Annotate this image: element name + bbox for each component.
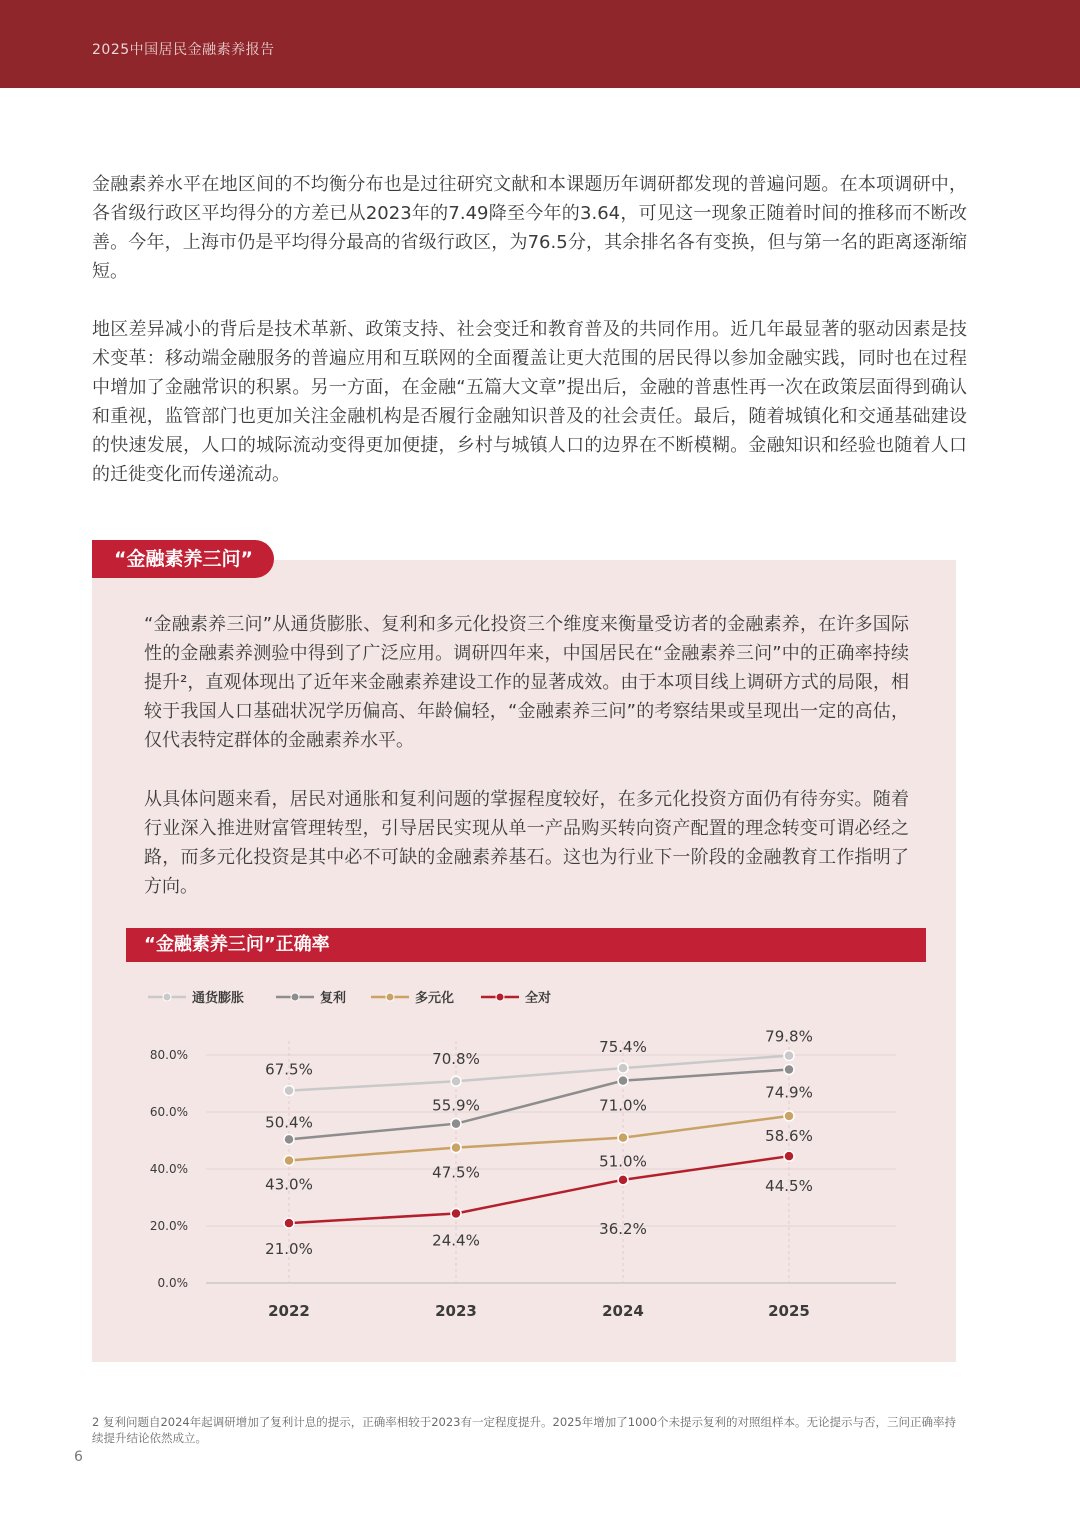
y-tick-label: 20.0% — [149, 1219, 188, 1233]
legend-label: 全对 — [525, 991, 552, 1006]
data-point — [284, 1086, 294, 1096]
data-label: 43.0% — [265, 1175, 313, 1194]
series-line — [289, 1070, 789, 1140]
legend-marker — [163, 993, 171, 1001]
data-label: 47.5% — [432, 1163, 480, 1182]
data-point — [284, 1134, 294, 1144]
x-tick-label: 2023 — [435, 1302, 477, 1320]
data-point — [284, 1218, 294, 1228]
y-tick-label: 60.0% — [149, 1105, 188, 1119]
data-point — [618, 1175, 628, 1185]
data-point — [451, 1076, 461, 1086]
y-tick-label: 80.0% — [149, 1048, 188, 1062]
data-label: 55.9% — [432, 1096, 480, 1115]
data-label: 21.0% — [265, 1240, 313, 1259]
data-point — [618, 1076, 628, 1086]
legend-marker — [386, 993, 394, 1001]
data-label: 24.4% — [432, 1231, 480, 1250]
series-line — [289, 1116, 789, 1160]
box-tag: “金融素养三问” — [92, 540, 274, 578]
page-header — [0, 0, 1080, 88]
series-line — [289, 1056, 789, 1091]
data-label: 44.5% — [765, 1177, 813, 1196]
data-label: 70.8% — [432, 1050, 480, 1069]
data-label: 74.9% — [765, 1083, 813, 1102]
data-label: 71.0% — [599, 1096, 647, 1115]
data-label: 50.4% — [265, 1113, 313, 1132]
data-point — [784, 1151, 794, 1161]
page-number: 6 — [74, 1449, 83, 1465]
legend-label: 复利 — [320, 991, 347, 1006]
legend-marker — [291, 993, 299, 1001]
paragraph-drivers: 地区差异减小的背后是技术革新、政策支持、社会变迁和教育普及的共同作用。近几年最显著的驱动因素是技术变革：移动端金融服务的普遍应用和互联网的全面覆盖让更大范围的居民得以参加金融实践，同时也在过程中增加了金融常识的积累。另一方面，在金融“五篇大文章”提出后，金融的普惠性再一次在政策层面得到确认和重视，监管部门也更加关注金融机构是否履行金融知识普及的社会责任。最后，随着城镇化和交通基础建设的快速发展，人口的城际流动变得更加便捷，乡村与城镇人口的边界在不断模糊。金融知识和经验也随着人口的迁徙变化而传递流动。 — [92, 319, 967, 485]
box-paragraph-analysis: 从具体问题来看，居民对通胀和复利问题的掌握程度较好，在多元化投资方面仍有待夯实。随着行业深入推进财富管理转型，引导居民实现从单一产品购买转向资产配置的理念转变可谓必经之路，而多元化投资是其中必不可缺的金融素养基石。这也为行业下一阶段的金融教育工作指明了方向。 — [144, 789, 909, 897]
legend-label: 通货膨胀 — [192, 991, 245, 1006]
data-label: 51.0% — [599, 1152, 647, 1171]
x-tick-label: 2024 — [602, 1302, 644, 1320]
legend-label: 多元化 — [415, 991, 455, 1006]
report-title: 2025中国居民金融素养报告 — [92, 42, 275, 58]
data-label: 79.8% — [765, 1027, 813, 1046]
data-label: 67.5% — [265, 1060, 313, 1079]
paragraph-regional-distribution: 金融素养水平在地区间的不均衡分布也是过往研究文献和本课题历年调研都发现的普遍问题。在本项调研中，各省级行政区平均得分的方差已从2023年的7.49降至今年的3.64，可见这一现象正随着时间的推移而不断改善。今年，上海市仍是平均得分最高的省级行政区，为76.5分，其余排名各有变换，但与第一名的距离逐渐缩短。 — [92, 174, 967, 282]
y-tick-label: 40.0% — [149, 1162, 188, 1176]
data-point — [451, 1119, 461, 1129]
data-label: 75.4% — [599, 1038, 647, 1057]
footnote: 2 复利问题自2024年起调研增加了复利计息的提示，正确率相较于2023有一定程度提升。2025年增加了1000个未提示复利的对照组样本。无论提示与否，三问正确率持续提升结论依然成立。 — [92, 1415, 957, 1445]
data-point — [451, 1143, 461, 1153]
legend-marker — [496, 993, 504, 1001]
line-chart — [126, 975, 926, 1345]
series-line — [289, 1156, 789, 1223]
data-point — [784, 1111, 794, 1121]
data-point — [784, 1051, 794, 1061]
data-point — [618, 1133, 628, 1143]
data-point — [784, 1065, 794, 1075]
x-tick-label: 2022 — [268, 1302, 310, 1320]
data-label: 58.6% — [765, 1126, 813, 1145]
x-tick-label: 2025 — [768, 1302, 810, 1320]
chart-title: “金融素养三问”正确率 — [126, 928, 926, 962]
box-paragraph-intro: “金融素养三问”从通货膨胀、复利和多元化投资三个维度来衡量受访者的金融素养，在许多国际性的金融素养测验中得到了广泛应用。调研四年来，中国居民在“金融素养三问”中的正确率持续提升²，直观体现出了近年来金融素养建设工作的显著成效。由于本项目线上调研方式的局限，相较于我国人口基础状况学历偏高、年龄偏轻，“金融素养三问”的考察结果或呈现出一定的高估，仅代表特定群体的金融素养水平。 — [144, 614, 909, 751]
data-point — [451, 1208, 461, 1218]
y-tick-label: 0.0% — [157, 1276, 188, 1290]
data-point — [284, 1155, 294, 1165]
data-point — [618, 1063, 628, 1073]
data-label: 36.2% — [599, 1219, 647, 1238]
